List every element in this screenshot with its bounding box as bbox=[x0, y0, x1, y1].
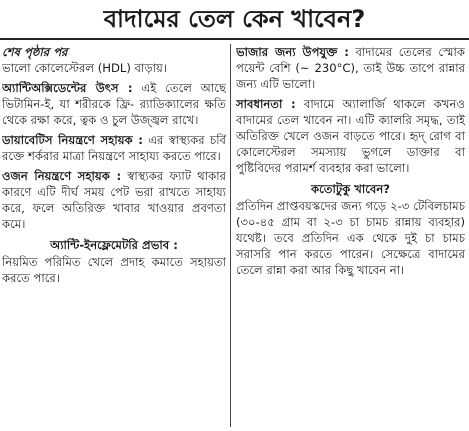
section-heading: সাবধানতা : bbox=[236, 97, 296, 111]
intro-paragraph: ভালো কোলেস্টেরল (HDL) বাড়ায়। bbox=[2, 61, 167, 75]
section-antioxidant bbox=[2, 80, 226, 128]
section-heading: ওজন নিয়ন্ত্রণে সহায়ক : bbox=[2, 169, 122, 183]
left-column bbox=[2, 44, 226, 429]
section-heading: ভাজার জন্য উপযুক্ত : bbox=[236, 45, 349, 59]
section-heading-how-much: কতোটুকু খাবেন? bbox=[310, 182, 391, 196]
section-body: এর স্বাস্থ্যকর চর্বি রক্তে শর্করার মাত্রা নিয়ন্ত্রণে সাহায্য করতে পারে। bbox=[2, 133, 226, 163]
section-body: বাদামে অ্যালার্জি থাকলে কখনও বাদামের তেল খাবেন না। এটি ক্যালরি সমৃদ্ধ, তাই অতিরিক্ত খেলে ওজন বাড়তে পারে। হৃদ্‌ রোগ বা কোলেস্টেরল সমস্যায় ভুগলে ডাক্তার বা পুষ্টিবিদের পরামর্শ ব্যবহার করা ভালো। bbox=[236, 97, 465, 175]
continued-label: শেষ পৃষ্ঠার পর bbox=[2, 45, 68, 59]
section-body-anti-inflammatory: নিয়মিত পরিমিত খেলে প্রদাহ কমাতে সহায়তা করতে পারে। bbox=[2, 255, 226, 285]
section-body: বাদামের তেলের স্মোক পয়েন্ট বেশি (~ 230°C), তাই উচ্চ তাপে রান্নার জন্য এটি ভালো। bbox=[236, 45, 465, 91]
section-body: স্বাস্থ্যকর ফ্যাট থাকার কারণে এটি দীর্ঘ সময় পেট ভরা রাখতে সাহায্য করে, ফলে অতিরিক্ত খাবার খাওয়ার প্রবণতা কমে। bbox=[2, 169, 226, 231]
section-body: এই তেলে আছে ভিটামিন-ই, যা শরীরকে ফ্রি- র‍্যাডিক্যালের ক্ষতি থেকে রক্ষা করে, ত্বক ও চুল উজ্জ্বল রাখে। bbox=[2, 81, 226, 127]
section-body-how-much: প্রতিদিন প্রাপ্তবয়স্কদের জন্য গড়ে ২-৩ টেবিলচামচ (৩০-৪৫ গ্রাম বা ২-৩ চা চামচ রান্নায় ব্যবহার) যথেষ্ট। তবে প্রতিদিন এক থেকে দুই চা চামচ সরাসরি পান করতে পারেন। সেক্ষেত্রে বাদামের তেলে রান্না করা আর কিছু খাবেন না। bbox=[236, 199, 465, 277]
headline-rule bbox=[0, 38, 469, 40]
section-frying bbox=[236, 44, 465, 92]
section-heading-anti-inflammatory: অ্যান্টি-ইনফ্লেমেটরি প্রভাব : bbox=[50, 238, 178, 252]
section-heading: অ্যান্টিঅক্সিডেন্টের উৎস : bbox=[2, 81, 133, 95]
section-weight bbox=[2, 168, 226, 232]
column-divider bbox=[230, 44, 231, 427]
section-diabetes bbox=[2, 132, 226, 164]
headline: বাদামের তেল কেন খাবেন? bbox=[103, 5, 366, 33]
section-heading: ডায়াবেটিস নিয়ন্ত্রণে সহায়ক : bbox=[2, 133, 143, 147]
section-caution bbox=[236, 96, 465, 176]
right-column bbox=[236, 44, 465, 429]
